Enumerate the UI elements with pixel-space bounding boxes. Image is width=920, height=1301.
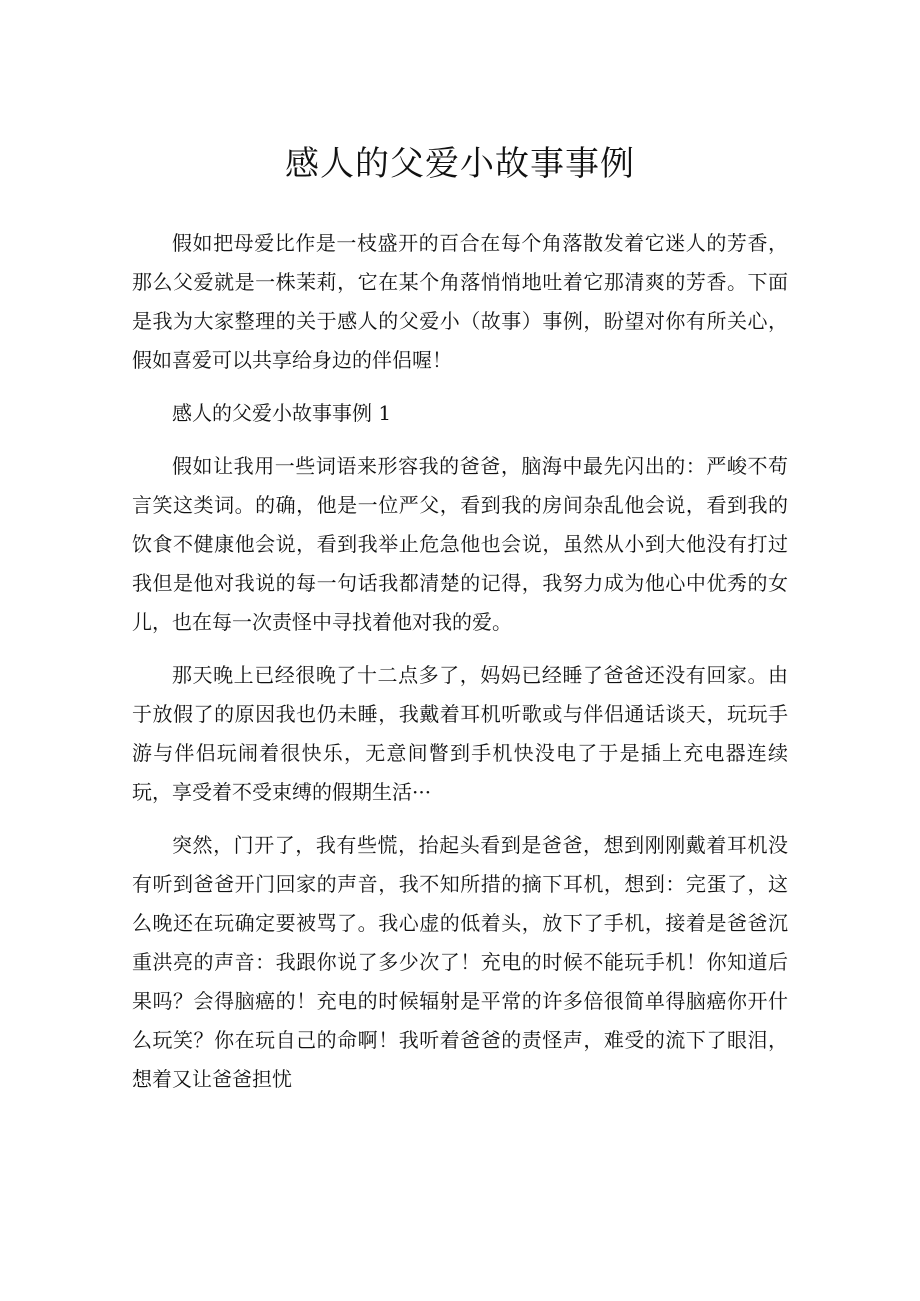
section-heading: 感人的父爱小故事事例 1 — [172, 401, 392, 425]
story-paragraph-3: 突然，门开了，我有些慌，抬起头看到是爸爸，想到刚刚戴着耳机没有听到爸爸开门回家的声音，我不知所措的摘下耳机，想到：完蛋了，这么晚还在玩确定要被骂了。我心虚的低着头，放下了手机，接着是爸爸沉重洪亮的声音：我跟你说了多少次了！充电的时候不能玩手机！你知道后果吗？会得脑癌的！充电的时候辐射是平常的许多倍很简单得脑癌你开什么玩笑？你在玩自己的命啊！我听着爸爸的责怪声，难受的流下了眼泪，想着又让爸爸担忧 — [132, 833, 788, 1091]
story-paragraph-2: 那天晚上已经很晚了十二点多了，妈妈已经睡了爸爸还没有回家。由于放假了的原因我也仍未睡，我戴着耳机听歌或与伴侣通话谈天，玩玩手游与伴侣玩闹着很快乐，无意间瞥到手机快没电了于是插上充电器连续玩，享受着不受束缚的假期生活··· — [132, 663, 788, 804]
intro-paragraph: 假如把母爱比作是一枝盛开的百合在每个角落散发着它迷人的芳香，那么父爱就是一株茉莉，它在某个角落悄悄地吐着它那清爽的芳香。下面是我为大家整理的关于感人的父爱小（故事）事例，盼望对你有所关心，假如喜爱可以共享给身边的伴侣喔！ — [132, 231, 788, 372]
document-title: 感人的父爱小故事事例 — [285, 144, 635, 184]
document-body — [132, 224, 788, 1099]
story-paragraph-1: 假如让我用一些词语来形容我的爸爸，脑海中最先闪出的：严峻不苟言笑这类词。的确，他是一位严父，看到我的房间杂乱他会说，看到我的饮食不健康他会说，看到我举止危急他也会说，虽然从小到大他没有打过我但是他对我说的每一句话我都清楚的记得，我努力成为他心中优秀的女儿，也在每一次责怪中寻找着他对我的爱。 — [132, 454, 788, 634]
